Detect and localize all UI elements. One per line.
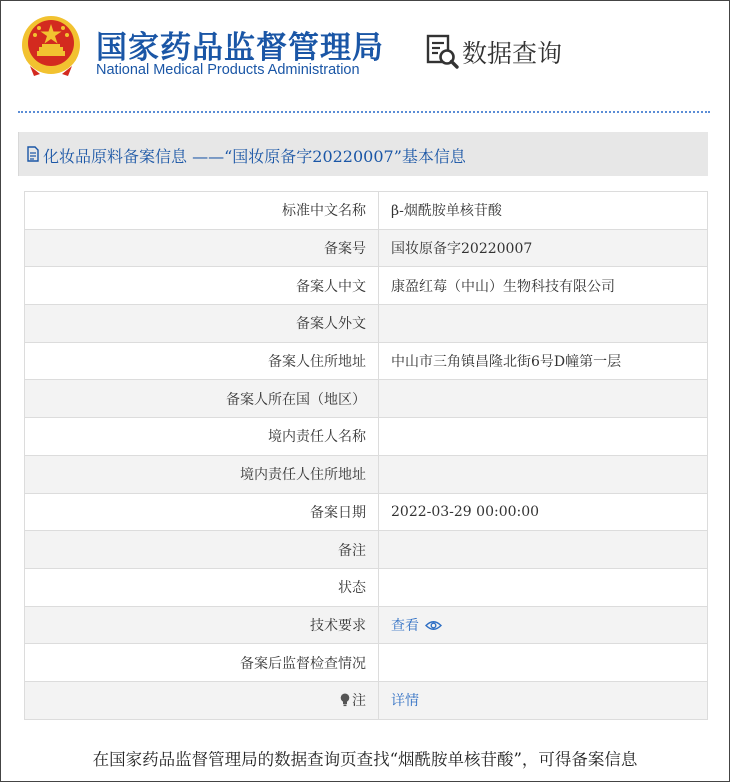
record-title: 化妆品原料备案信息 ——“国妆原备字20220007”基本信息: [43, 147, 466, 166]
row-value: [379, 606, 708, 644]
row-label: 备案人外文: [25, 305, 379, 343]
table-row: [25, 681, 708, 719]
row-label: 备案人住所地址: [25, 342, 379, 380]
row-value: [379, 644, 708, 682]
table-row: [25, 267, 708, 305]
table-row: [25, 342, 708, 380]
record-info-table: [24, 191, 708, 720]
row-value: 2022-03-29 00:00:00: [379, 493, 708, 531]
row-value: 康盈红莓（中山）生物科技有限公司: [379, 267, 708, 305]
row-label: 备案人所在国（地区）: [25, 380, 379, 418]
row-value: [379, 380, 708, 418]
image-caption: 在国家药品监督管理局的数据查询页查找“烟酰胺单核苷酸”，可得备案信息: [92, 750, 638, 769]
row-value: 国妆原备字20220007: [379, 229, 708, 267]
note-label: 注: [352, 693, 366, 710]
table-row: [25, 229, 708, 267]
row-label: 状态: [25, 568, 379, 606]
row-label: 备注: [25, 531, 379, 569]
row-label: 备案后监督检查情况: [25, 644, 379, 682]
table-row: [25, 380, 708, 418]
row-label: 标准中文名称: [25, 192, 379, 230]
row-value: [379, 531, 708, 569]
row-value: β-烟酰胺单核苷酸: [379, 192, 708, 230]
lightbulb-icon: [340, 693, 350, 707]
row-value: [379, 305, 708, 343]
record-title-bar: [18, 132, 708, 176]
row-label: 境内责任人名称: [25, 418, 379, 456]
agency-name-cn: 国家药品监督管理局: [96, 30, 384, 66]
table-row: [25, 531, 708, 569]
note-details-link[interactable]: 详情: [391, 693, 419, 710]
view-tech-requirements-link[interactable]: 查看: [391, 617, 419, 634]
agency-name-en: National Medical Products Administration: [96, 62, 360, 78]
table-row: [25, 493, 708, 531]
table-row: [25, 305, 708, 343]
row-label: 备案人中文: [25, 267, 379, 305]
table-row: [25, 606, 708, 644]
row-label: 备案号: [25, 229, 379, 267]
document-icon: [27, 146, 39, 162]
row-label: 技术要求: [25, 606, 379, 644]
row-label: [25, 681, 379, 719]
table-row: [25, 192, 708, 230]
header-divider: [18, 111, 710, 113]
table-row: [25, 455, 708, 493]
row-label: 境内责任人住所地址: [25, 455, 379, 493]
site-header: [0, 0, 730, 112]
table-row: [25, 418, 708, 456]
table-row: [25, 644, 708, 682]
row-value: [379, 418, 708, 456]
row-value: 中山市三角镇昌隆北街6号D幢第一层: [379, 342, 708, 380]
row-value: [379, 455, 708, 493]
row-label: 备案日期: [25, 493, 379, 531]
national-emblem-icon: [20, 14, 82, 80]
table-row: [25, 568, 708, 606]
search-document-icon: [426, 34, 460, 70]
eye-icon[interactable]: [425, 620, 442, 631]
row-value: [379, 681, 708, 719]
row-value: [379, 568, 708, 606]
data-query-title: 数据查询: [462, 39, 563, 68]
